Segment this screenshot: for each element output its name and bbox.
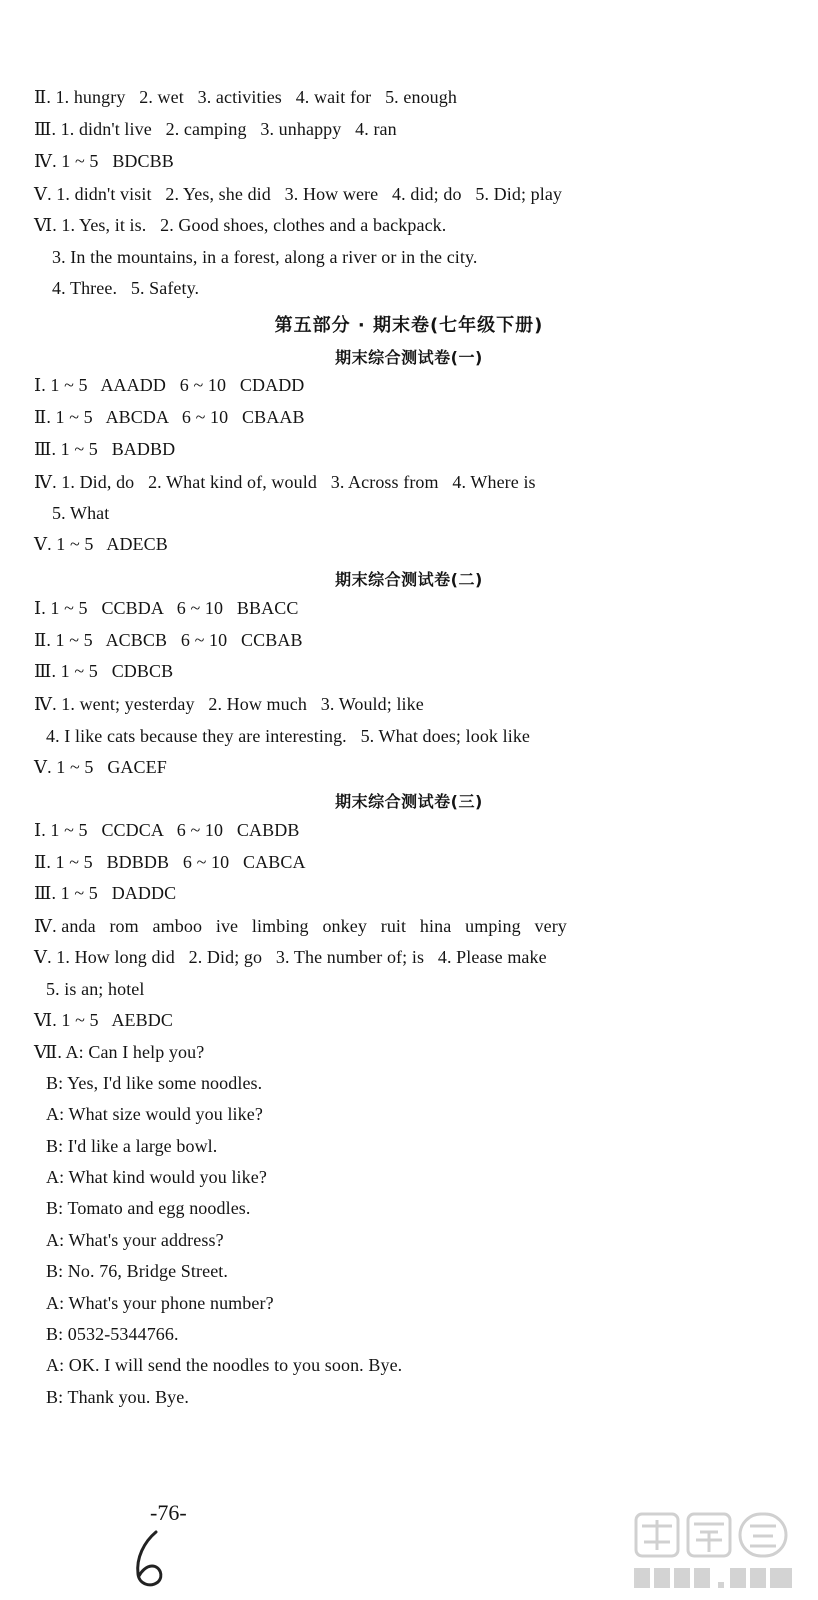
answer-line: Ⅴ. 1. didn't visit 2. Yes, she did 3. How were 4. did; do 5. Did; play (34, 184, 563, 204)
answer-line: Ⅱ. 1 ~ 5 ACBCB 6 ~ 10 CCBAB (34, 630, 303, 650)
answer-line: Ⅵ. 1. Yes, it is. 2. Good shoes, clothes and a backpack. (34, 215, 447, 235)
dialogue-line: B: Tomato and egg noodles. (46, 1198, 251, 1218)
test-title: 期末综合测试卷(二) (335, 570, 483, 589)
dialogue-line: A: What's your address? (46, 1230, 224, 1250)
answer-line: Ⅱ. 1. hungry 2. wet 3. activities 4. wait for 5. enough (34, 87, 457, 107)
test-title: 期末综合测试卷(三) (335, 792, 483, 811)
answer-line: 4. I like cats because they are interesting. 5. What does; look like (46, 726, 531, 746)
answer-line: Ⅳ. anda rom amboo ive limbing onkey ruit hina umping very (34, 916, 567, 936)
answer-line: Ⅴ. 1. How long did 2. Did; go 3. The number of; is 4. Please make (34, 947, 547, 967)
answer-line: 5. What (52, 503, 110, 523)
watermark-logo (628, 1510, 808, 1595)
answer-line: Ⅳ. 1. went; yesterday 2. How much 3. Would; like (34, 694, 424, 714)
answer-line: Ⅲ. 1 ~ 5 DADDC (34, 883, 177, 903)
page-number: -76- (150, 1500, 187, 1525)
answer-line: 4. Three. 5. Safety. (52, 278, 200, 298)
answer-line: 5. is an; hotel (46, 979, 145, 999)
answer-line: Ⅳ. 1 ~ 5 BDCBB (34, 151, 174, 171)
dialogue-line: B: Yes, I'd like some noodles. (46, 1073, 263, 1093)
handwritten-six-icon (126, 1528, 176, 1592)
dialogue-line: A: What size would you like? (46, 1104, 263, 1124)
answer-line: Ⅰ. 1 ~ 5 CCDCA 6 ~ 10 CABDB (34, 820, 300, 840)
dialogue-line: B: 0532-5344766. (46, 1324, 179, 1344)
part-title: 第五部分 · 期末卷(七年级下册) (274, 315, 544, 336)
dialogue-line: A: OK. I will send the noodles to you soon. Bye. (46, 1355, 403, 1375)
answer-line: Ⅲ. 1 ~ 5 BADBD (34, 439, 176, 459)
answer-line: Ⅴ. 1 ~ 5 ADECB (34, 534, 168, 554)
answer-line: Ⅱ. 1 ~ 5 ABCDA 6 ~ 10 CBAAB (34, 407, 305, 427)
dialogue-line: A: What's your phone number? (46, 1293, 274, 1313)
dialogue-line: A: What kind would you like? (46, 1167, 267, 1187)
answer-line: Ⅴ. 1 ~ 5 GACEF (34, 757, 167, 777)
test-title: 期末综合测试卷(一) (335, 348, 483, 367)
answer-line: Ⅵ. 1 ~ 5 AEBDC (34, 1010, 173, 1030)
answer-line: Ⅰ. 1 ~ 5 CCBDA 6 ~ 10 BBACC (34, 598, 299, 618)
dialogue-line: B: No. 76, Bridge Street. (46, 1261, 228, 1281)
dialogue-line: Ⅶ. A: Can I help you? (34, 1042, 205, 1062)
answer-line: Ⅲ. 1. didn't live 2. camping 3. unhappy 4. ran (34, 119, 397, 139)
answer-line: 3. In the mountains, in a forest, along a river or in the city. (52, 247, 478, 267)
answer-line: Ⅰ. 1 ~ 5 AAADD 6 ~ 10 CDADD (34, 375, 305, 395)
answer-line: Ⅲ. 1 ~ 5 CDBCB (34, 661, 174, 681)
dialogue-line: B: I'd like a large bowl. (46, 1136, 218, 1156)
answer-line: Ⅱ. 1 ~ 5 BDBDB 6 ~ 10 CABCA (34, 852, 306, 872)
dialogue-line: B: Thank you. Bye. (46, 1387, 189, 1407)
answer-line: Ⅳ. 1. Did, do 2. What kind of, would 3. Across from 4. Where is (34, 472, 536, 492)
